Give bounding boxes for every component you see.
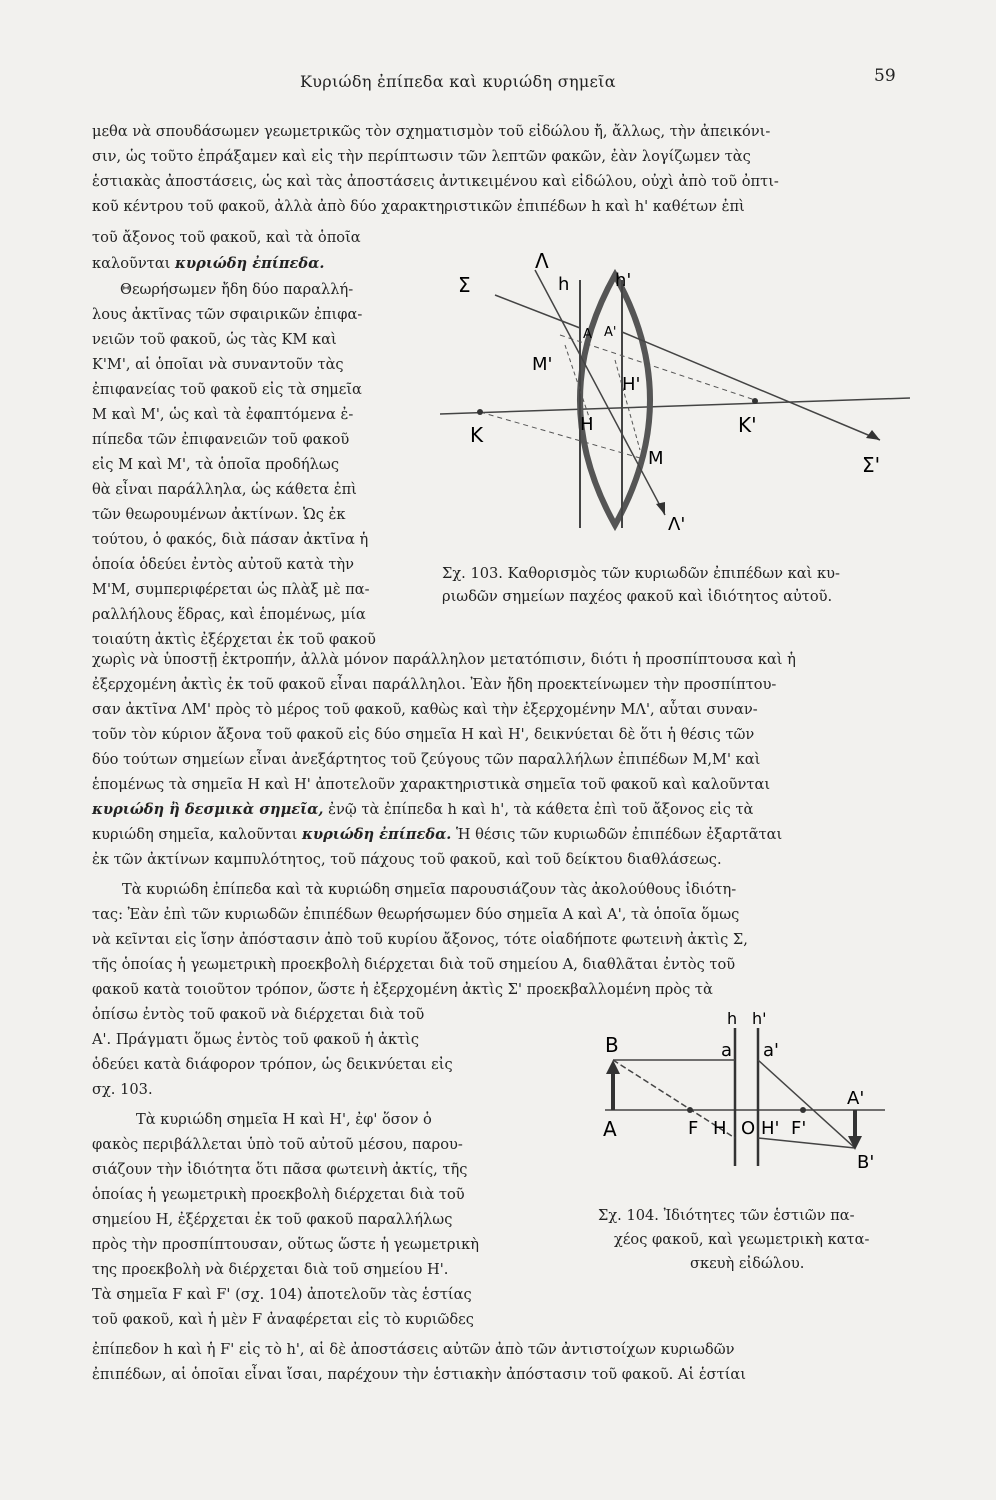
text-line: Θεωρήσωμεν ἤδη δύο παραλλή- (120, 281, 354, 298)
text-line: ἑπομένως τὰ σημεῖα Η καὶ Η' ἀποτελοῦν χαρακτηριστικὰ σημεῖα τοῦ φακοῦ καὶ καλοῦνται (92, 776, 771, 793)
label-a: A (583, 327, 592, 342)
figure-104-caption-line-3: σκευὴ εἰδώλου. (690, 1255, 805, 1272)
label-h-prime: h' (752, 1009, 767, 1028)
text-line: ὁποίας ἡ γεωμετρικὴ προεκβολὴ διέρχεται διὰ τοῦ (92, 1186, 465, 1203)
text-line: ἐπιπέδων, αἱ ὁποῖαι εἶναι ἴσαι, παρέχουν τὴν ἑστιακὴν ἀπόστασιν τοῦ φακοῦ. Αἱ ἑστίαι (92, 1366, 746, 1383)
figure-103-thick-lens-diagram (440, 240, 910, 555)
point-k (477, 409, 483, 415)
text-line: Κ'Μ', αἱ ὁποῖαι νὰ συναντοῦν τὰς (92, 356, 344, 373)
label-a-prime: A' (847, 1088, 865, 1109)
emphasis-term: κυριώδη ἐπίπεδα. (175, 255, 325, 272)
object-arrow-head (606, 1060, 620, 1074)
text-line: Α'. Πράγματι ὅμως ἐντὸς τοῦ φακοῦ ἡ ἀκτὶς (92, 1031, 420, 1048)
text-line: εἰς Μ καὶ Μ', τὰ ὁποῖα προδήλως (92, 456, 340, 473)
text-line: λους ἀκτῖνας τῶν σφαιρικῶν ἐπιφα- (92, 306, 363, 323)
text-line: καλοῦνται (92, 255, 171, 272)
figure-104-caption-line-2: χέος φακοῦ, καὶ γεωμετρικὴ κατα- (614, 1231, 870, 1248)
text-line: ἐνῷ τὰ ἐπίπεδα h καὶ h', τὰ κάθετα ἐπὶ τοῦ ἄξονος εἰς τὰ (328, 801, 754, 818)
text-line: σιν, ὡς τοῦτο ἐπράξαμεν καὶ εἰς τὴν περίπτωσιν τῶν λεπτῶν φακῶν, ἐὰν λογίζωμεν τὰς (92, 148, 751, 165)
text-line: τοῦ φακοῦ, καὶ ἡ μὲν F ἀναφέρεται εἰς τὸ κυριῶδες (92, 1311, 474, 1328)
label-k: K (470, 423, 484, 447)
point-k-prime (752, 398, 758, 404)
text-line: κυριώδη σημεῖα, καλοῦνται (92, 826, 298, 843)
text-line: νειῶν τοῦ φακοῦ, ὡς τὰς ΚΜ καὶ (92, 331, 337, 348)
running-title: Κυριώδη ἐπίπεδα καὶ κυριώδη σημεῖα (300, 72, 616, 91)
label-m-prime: M' (532, 354, 553, 375)
text-line: Ἡ θέσις τῶν κυριωδῶν ἐπιπέδων ἐξαρτᾶται (456, 826, 783, 843)
focal-point-f-prime (800, 1107, 806, 1113)
text-line: Μ'Μ, συμπεριφέρεται ὡς πλὰξ μὲ πα- (92, 581, 370, 598)
text-line: ὀπίσω ἐντὸς τοῦ φακοῦ νὰ διέρχεται διὰ τοῦ (92, 1006, 425, 1023)
construction-line (560, 335, 755, 400)
figure-104-focal-properties-diagram (595, 1008, 895, 1178)
label-sigma-prime: Σ' (862, 453, 881, 477)
text-line: ὁδεύει κατὰ διάφορον τρόπον, ὡς δεικνύεται εἰς (92, 1056, 453, 1073)
figure-103-caption-line-2: ριωδῶν σημείων παχέος φακοῦ καὶ ἰδιότητος αὐτοῦ. (442, 588, 833, 605)
label-f: F (688, 1118, 699, 1139)
text-line: ἐπίπεδον h καὶ ἡ F' εἰς τὸ h', αἱ δὲ ἀποστάσεις αὐτῶν ἀπὸ τῶν ἀντιστοίχων κυριωδῶν (92, 1341, 735, 1358)
text-line: φακὸς περιβάλλεται ὑπὸ τοῦ αὐτοῦ μέσου, παρου- (92, 1136, 463, 1153)
text-line: μεθα νὰ σπουδάσωμεν γεωμετρικῶς τὸν σχηματισμὸν τοῦ εἰδώλου ἤ, ἄλλως, τὴν ἀπεικόνι- (92, 123, 771, 140)
text-line: ἐπιφανείας τοῦ φακοῦ εἰς τὰ σημεῖα (92, 381, 362, 398)
label-h-point-prime: H' (622, 374, 641, 395)
text-line: κοῦ κέντρου τοῦ φακοῦ, ἀλλὰ ἀπὸ δύο χαρακτηριστικῶν ἐπιπέδων h καὶ h' καθέτων ἐπὶ (92, 198, 745, 215)
page-number: 59 (874, 66, 896, 86)
figure-103-caption-line-1: Σχ. 103. Καθορισμὸς τῶν κυριωδῶν ἐπιπέδων καὶ κυ- (442, 565, 840, 582)
construction-line (480, 412, 640, 458)
text-line: τας: Ἐὰν ἐπὶ τῶν κυριωδῶν ἐπιπέδων θεωρήσωμεν δύο σημεῖα Α καὶ Α', τὰ ὁποῖα ὅμως (92, 906, 740, 923)
text-line: χωρὶς νὰ ὑποστῇ ἐκτροπήν, ἀλλὰ μόνον παράλληλον μετατόπισιν, διότι ἡ προσπίπτουσα καὶ ἡ (92, 651, 796, 668)
label-h-prime: h' (615, 270, 632, 291)
label-lambda-prime: Λ' (668, 514, 686, 535)
text-line: πρὸς τὴν προσπίπτουσαν, οὕτως ὥστε ἡ γεωμετρικὴ (92, 1236, 480, 1253)
text-line: Μ καὶ Μ', ὡς καὶ τὰ ἐφαπτόμενα ἐ- (92, 406, 354, 423)
label-h: h (727, 1009, 738, 1028)
label-m: M (648, 448, 664, 469)
emphasis-term: κυριώδη ἢ δεσμικὰ σημεῖα, (92, 801, 324, 818)
label-b: B (605, 1033, 619, 1057)
text-line: Τὰ κυριώδη ἐπίπεδα καὶ τὰ κυριώδη σημεῖα παρουσιάζουν τὰς ἀκολούθους ἰδιότη- (122, 881, 737, 898)
text-line: δύο τούτων σημείων εἶναι ἀνεξάρτητος τοῦ ζεύγους τῶν παραλλήλων ἐπιπέδων Μ,Μ' καὶ (92, 751, 761, 768)
text-line: θὰ εἶναι παράλληλα, ὡς κάθετα ἐπὶ (92, 481, 357, 498)
text-line: σαν ἀκτῖνα ΛΜ' πρὸς τὸ μέρος τοῦ φακοῦ, καθὼς καὶ τὴν ἐξερχομένην ΜΛ', αὗται συναν- (92, 701, 758, 718)
label-h: h (558, 274, 570, 295)
text-line: τούτου, ὁ φακός, διὰ πάσαν ἀκτῖνα ἡ (92, 531, 369, 548)
text-line: τῆς ὁποίας ἡ γεωμετρικὴ προεκβολὴ διέρχεται διὰ τοῦ σημείου Α, διαθλᾶται ἐντὸς τοῦ (92, 956, 736, 973)
label-o: O (741, 1118, 756, 1139)
text-line: ραλλήλους ἕδρας, καὶ ἑπομένως, μία (92, 606, 366, 623)
figure-104-caption-line-1: Σχ. 104. Ἰδιότητες τῶν ἑστιῶν πα- (598, 1207, 855, 1224)
optical-axis (440, 398, 910, 414)
text-line: τῶν θεωρουμένων ἀκτίνων. Ὡς ἐκ (92, 506, 346, 523)
incident-ray-sigma (495, 295, 580, 328)
text-line: ἐκ τῶν ἀκτίνων καμπυλότητος, τοῦ πάχους τοῦ φακοῦ, καὶ τοῦ δείκτου διαθλάσεως. (92, 851, 722, 868)
label-f-prime: F' (791, 1118, 807, 1139)
thick-lens-outline (580, 275, 650, 525)
ray-emergent (758, 1138, 855, 1148)
focal-point-f (687, 1107, 693, 1113)
label-h-point: H (580, 414, 594, 435)
text-line: ἑστιακὰς ἀποστάσεις, ὡς καὶ τὰς ἀποστάσεις ἀντικειμένου καὶ εἰδώλου, οὐχὶ ἀπὸ τοῦ ὀπτι- (92, 173, 779, 190)
text-line: ἐξερχομένη ἀκτὶς ἐκ τοῦ φακοῦ εἶναι παράλληλοι. Ἐὰν ἤδη προεκτείνωμεν τὴν προσπίπτου- (92, 676, 777, 693)
arrow-head (656, 502, 665, 515)
text-line: τοῦ ἄξονος τοῦ φακοῦ, καὶ τὰ ὁποῖα (92, 229, 361, 246)
text-line: ὁποία ὁδεύει ἐντὸς αὐτοῦ κατὰ τὴν (92, 556, 355, 573)
text-line: Τὰ σημεῖα F καὶ F' (σχ. 104) ἀποτελοῦν τὰς ἑστίας (92, 1286, 472, 1303)
label-lambda: Λ (535, 249, 549, 273)
text-line: σχ. 103. (92, 1081, 153, 1098)
label-b-prime: B' (857, 1152, 875, 1173)
label-a-small: a (721, 1040, 733, 1061)
text-line: της προεκβολὴ νὰ διέρχεται διὰ τοῦ σημείου Η'. (92, 1261, 449, 1278)
label-a-prime: A' (604, 325, 617, 340)
text-line: σημείου Η, ἐξέρχεται ἐκ τοῦ φακοῦ παραλλήλως (92, 1211, 453, 1228)
text-line: σιάζουν τὴν ἰδιότητα ὅτι πᾶσα φωτεινὴ ἀκτίς, τῆς (92, 1161, 468, 1178)
label-k-prime: K' (738, 413, 757, 437)
text-line: νὰ κεῖνται εἰς ἴσην ἀπόστασιν ἀπὸ τοῦ κυρίου ἄξονος, τότε οἱαδήποτε φωτεινὴ ἀκτὶς Σ, (92, 931, 748, 948)
text-line: τοῦν τὸν κύριον ἄξονα τοῦ φακοῦ εἰς δύο σημεῖα Η καὶ Η', δεικνύεται δὲ ὅτι ἡ θέσις τῶν (92, 726, 755, 743)
label-h-point: H (713, 1118, 727, 1139)
label-sigma: Σ (458, 273, 471, 297)
label-h-point-prime: H' (761, 1118, 780, 1139)
text-line: πίπεδα τῶν ἐπιφανειῶν τοῦ φακοῦ (92, 431, 350, 448)
text-line: φακοῦ κατὰ τοιοῦτον τρόπον, ὥστε ἡ ἐξερχομένη ἀκτὶς Σ' προεκβαλλομένη πρὸς τὰ (92, 981, 713, 998)
label-a-small-prime: a' (763, 1040, 779, 1061)
text-line: τοιαύτη ἀκτὶς ἐξέρχεται ἐκ τοῦ φακοῦ (92, 631, 376, 648)
emphasis-term: κυριώδη ἐπίπεδα. (302, 826, 452, 843)
label-a: A (603, 1117, 617, 1141)
text-line: Τὰ κυριώδη σημεῖα Η καὶ Η', ἐφ' ὅσον ὁ (136, 1111, 432, 1128)
